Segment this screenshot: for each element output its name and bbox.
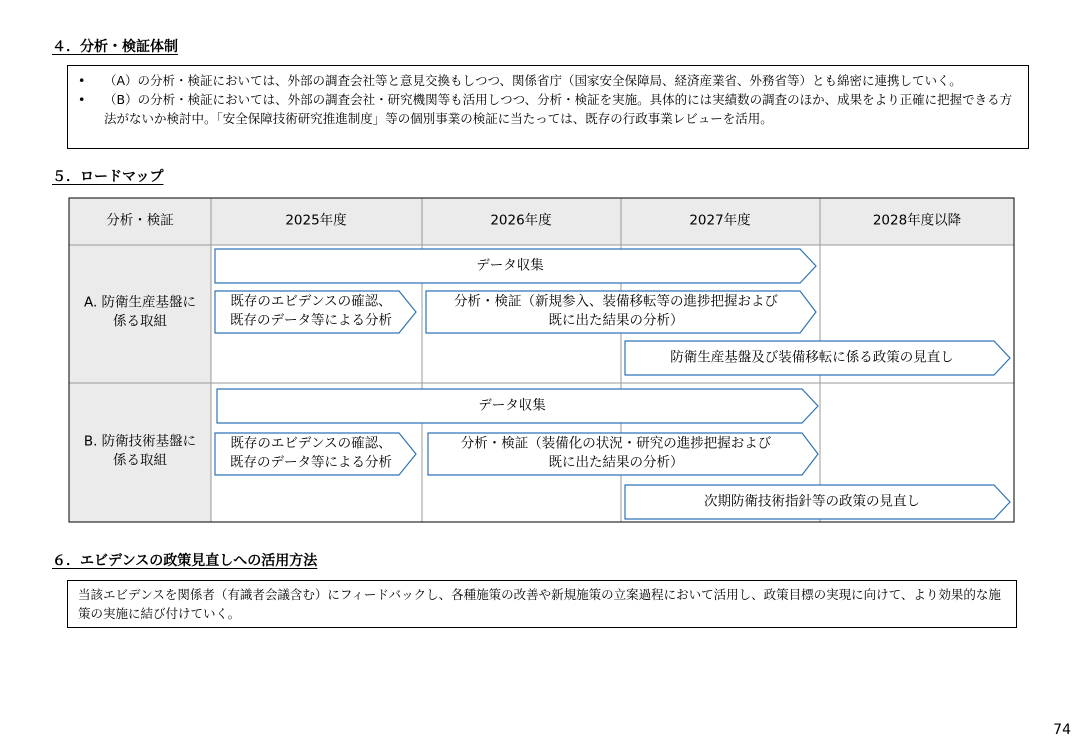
row-b-policy-review: 次期防衛技術指針等の政策の見直し [704, 493, 920, 510]
row-a-existing-evidence-line1: 既存のエビデンスの確認、 [230, 293, 392, 310]
row-a-label-line2: 係る取組 [113, 313, 167, 330]
row-b-analysis-line1: 分析・検証（装備化の状況・研究の進捗把握および [460, 435, 772, 452]
header-2025: 2025年度 [285, 212, 347, 229]
row-b-existing-evidence-line1: 既存のエビデンスの確認、 [230, 435, 392, 452]
section-6-box [67, 580, 1017, 628]
row-a-policy-review: 防衛生産基盤及び装備移転に係る政策の見直し [670, 349, 954, 366]
bullet-text: （A）の分析・検証においては、外部の調査会社等と意見交換もしつつ、関係省庁（国家安全保障局、経済産業省、外務省等）とも綿密に連携していく。 [104, 73, 962, 88]
section-5-heading: ５．ロードマップ [52, 169, 164, 185]
section-6-text: 当該エビデンスを関係者（有識者会議含む）にフィードバックし、各種施策の改善や新規施策の立案過程において活用し、政策目標の実現に向けて、より効果的な施策の実施に結び付けていく。 [78, 587, 1001, 621]
section-4-heading: ４．分析・検証体制 [52, 39, 178, 55]
section-6-heading: ６．エビデンスの政策見直しへの活用方法 [52, 553, 318, 569]
row-a-existing-evidence-line2: 既存のデータ等による分析 [230, 312, 392, 329]
header-2028: 2028年度以降 [872, 212, 962, 229]
row-a-data-collection: データ収集 [476, 257, 544, 274]
page-number: 74 [1053, 722, 1071, 738]
row-a-analysis-line2: 既に出た結果の分析） [548, 312, 684, 329]
row-b-label-line2: 係る取組 [113, 452, 167, 469]
bullet-marker: • [78, 73, 86, 88]
row-b-analysis-line2: 既に出た結果の分析） [548, 454, 684, 471]
bullet-marker: • [78, 92, 86, 107]
row-a-analysis-line1: 分析・検証（新規参入、装備移転等の進捗把握および [454, 293, 778, 310]
header-2027: 2027年度 [689, 212, 751, 229]
header-2026: 2026年度 [490, 212, 552, 229]
row-b-existing-evidence-line2: 既存のデータ等による分析 [230, 454, 392, 471]
header-analysis: 分析・検証 [106, 212, 174, 229]
row-b-label-line1: B. 防衛技術基盤に [83, 433, 197, 450]
bullet-text: （B）の分析・検証においては、外部の調査会社・研究機関等も活用しつつ、分析・検証を実施。具体的には実績数の調査のほか、成果をより正確に把握できる方法がないか検討中。「安全保障技術研究推進制度」等の個別事業の検証に当たっては、既存の行政事業レビューを活用。 [104, 92, 1013, 126]
row-a-label-line1: A. 防衛生産基盤に [83, 294, 197, 311]
row-b-data-collection: データ収集 [478, 397, 546, 414]
